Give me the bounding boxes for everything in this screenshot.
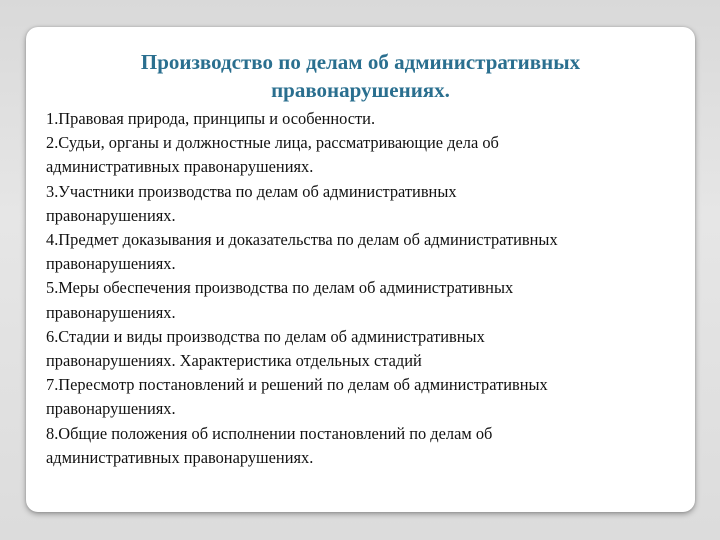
list-item	[46, 325, 686, 373]
slide-card	[26, 27, 695, 512]
slide-title	[26, 48, 695, 104]
list-item	[46, 180, 686, 228]
list-item	[46, 276, 686, 324]
topics-list	[46, 107, 686, 470]
list-item-line: правонарушениях.	[46, 205, 176, 225]
list-item-line: 1.Правовая природа, принципы и особенности.	[46, 109, 376, 128]
list-item-line: административных правонарушениях.	[46, 157, 314, 177]
slide-title-line-1: Производство по делам об административных	[140, 50, 581, 74]
list-item-line: 5.Меры обеспечения производства по делам об административных	[46, 278, 514, 298]
list-item	[46, 107, 686, 131]
list-item-line: 2.Судьи, органы и должностные лица, рассматривающие дела об	[46, 133, 499, 153]
list-item-line: правонарушениях. Характеристика отдельных стадий	[46, 351, 422, 371]
list-item-line: правонарушениях.	[46, 254, 176, 274]
list-item-line: 4.Предмет доказывания и доказательства по делам об административных	[46, 230, 558, 250]
list-item	[46, 131, 686, 179]
slide-title-line-2: правонарушениях.	[271, 78, 450, 102]
list-item-line: административных правонарушениях.	[46, 447, 314, 467]
list-item	[46, 228, 686, 276]
list-item-line: правонарушениях.	[46, 399, 176, 419]
list-item	[46, 373, 686, 421]
list-item-line: 8.Общие положения об исполнении постановлений по делам об	[46, 423, 493, 443]
list-item-line: 3.Участники производства по делам об административных	[46, 181, 457, 201]
list-item	[46, 422, 686, 470]
list-item-line: правонарушениях.	[46, 302, 176, 322]
list-item-line: 7.Пересмотр постановлений и решений по делам об административных	[46, 375, 548, 395]
list-item-line: 6.Стадии и виды производства по делам об административных	[46, 326, 485, 346]
